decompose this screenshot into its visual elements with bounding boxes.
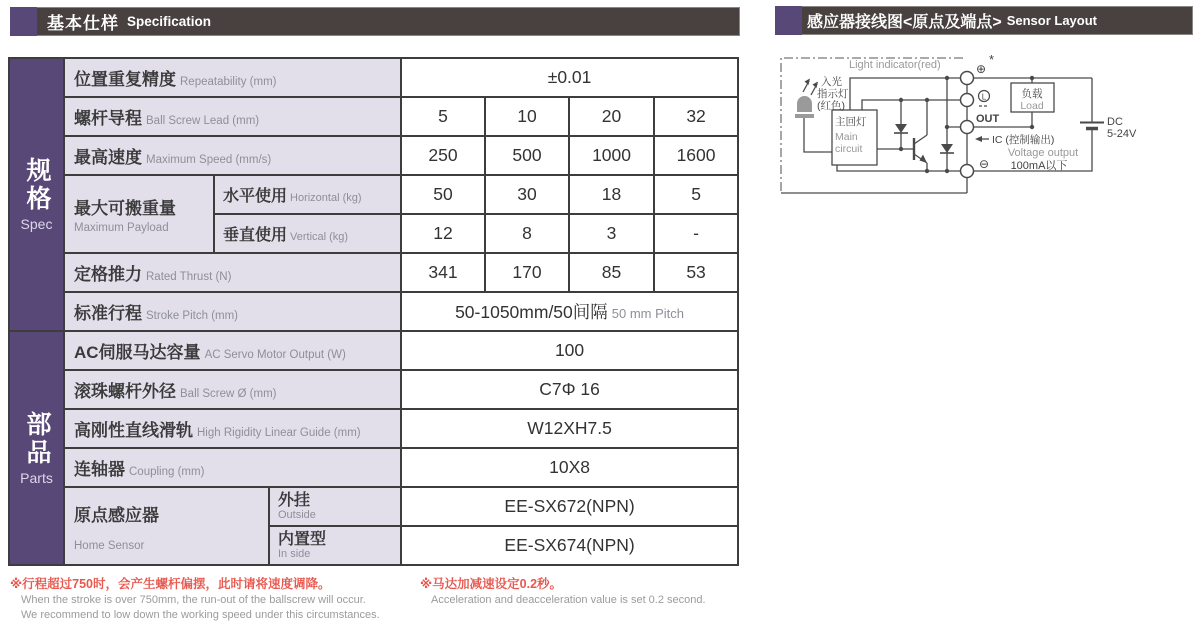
- footnote-acceleration-zh: ※马达加减速设定0.2秒。: [420, 577, 563, 591]
- row-repeatability: [9, 58, 738, 97]
- led-label-zh-3: (红色): [817, 100, 845, 112]
- value-vertical-4: -: [654, 214, 738, 253]
- footnote-acceleration: [420, 576, 720, 623]
- row-coupling: [9, 448, 738, 487]
- value-speed-2: 500: [485, 136, 569, 175]
- label-payload-horizontal: 水平使用 Horizontal (kg): [214, 175, 401, 214]
- footnote-stroke-warning-en-1: When the stroke is over 750mm, the run-out of the ballscrew will occur.: [21, 593, 366, 606]
- voltage-output-label: Voltage output: [1007, 147, 1079, 159]
- value-vertical-1: 12: [401, 214, 485, 253]
- label-repeatability: 位置重复精度 Repeatability (mm): [64, 58, 401, 97]
- terminal-minus-circle: [961, 165, 974, 178]
- load-label-en: Load: [1020, 100, 1044, 112]
- label-servo-motor: AC伺服马达容量 AC Servo Motor Output (W): [64, 331, 401, 370]
- light-indicator-label: Light indicator(red): [849, 59, 941, 71]
- label-home-sensor: 原点感应器 Home Sensor: [64, 487, 269, 565]
- sensor-wiring-diagram: [777, 52, 1197, 204]
- ic-arrow-head: [975, 136, 982, 142]
- row-servo-motor: [9, 331, 738, 370]
- led-icon: [795, 96, 814, 118]
- label-max-speed: 最高速度 Maximum Speed (mm/s): [64, 136, 401, 175]
- value-horizontal-1: 50: [401, 175, 485, 214]
- value-lead-1: 5: [401, 97, 485, 136]
- value-coupling: 10X8: [401, 448, 738, 487]
- value-repeatability: ±0.01: [401, 58, 738, 97]
- value-speed-3: 1000: [569, 136, 654, 175]
- wire-bottom: [837, 165, 960, 171]
- terminal-out-label: OUT: [976, 113, 1000, 125]
- footnotes: [10, 576, 730, 623]
- label-linear-guide: 高刚性直线滑轨 High Rigidity Linear Guide (mm): [64, 409, 401, 448]
- value-sensor-outside: EE-SX672(NPN): [401, 487, 738, 526]
- wire-top: [850, 78, 960, 110]
- label-payload-vertical: 垂直使用 Vertical (kg): [214, 214, 401, 253]
- main-circuit-label-en-1: Main: [835, 131, 858, 143]
- terminal-out-circle: [961, 121, 974, 134]
- header-sensor-layout-title-en: Sensor Layout: [1006, 13, 1097, 28]
- header-accent-square: [10, 7, 37, 36]
- label-sensor-outside: 外挂 Outside: [269, 487, 401, 526]
- label-rated-thrust: 定格推力 Rated Thrust (N): [64, 253, 401, 292]
- terminal-plus-symbol: ⊕: [976, 62, 987, 76]
- footnote-stroke-warning-zh: ※行程超过750时，会产生螺杆偏摆，此时请将速度调降。: [10, 577, 331, 591]
- row-home-sensor-outside: [9, 487, 738, 526]
- sidebar-spec-label-zh: 规格: [23, 157, 51, 213]
- sidebar-parts-label-en: Parts: [20, 469, 53, 486]
- wire-led: [804, 118, 832, 152]
- footnote-stroke-warning: [10, 576, 420, 623]
- row-linear-guide: [9, 409, 738, 448]
- header-specification-title-zh: 基本仕样: [47, 14, 119, 33]
- row-max-speed: [9, 136, 738, 175]
- value-thrust-3: 85: [569, 253, 654, 292]
- main-circuit-label-en-2: circuit: [835, 143, 863, 155]
- header-sensor-layout-bar: [802, 6, 1193, 35]
- value-thrust-4: 53: [654, 253, 738, 292]
- header-accent-square: [775, 6, 802, 35]
- led-label-zh-1: 入光: [821, 76, 842, 88]
- led-label-zh-2: 指示灯: [817, 88, 849, 100]
- value-linear-guide: W12XH7.5: [401, 409, 738, 448]
- value-ball-screw-dia: C7Φ 16: [401, 370, 738, 409]
- row-payload-horizontal: [9, 175, 738, 214]
- sidebar-spec-label-en: Spec: [20, 216, 53, 232]
- label-ball-screw-lead: 螺杆导程 Ball Screw Lead (mm): [64, 97, 401, 136]
- value-servo-motor: 100: [401, 331, 738, 370]
- value-horizontal-3: 18: [569, 175, 654, 214]
- specification-table: [8, 57, 739, 566]
- label-max-payload: 最大可搬重量 Maximum Payload: [64, 175, 214, 253]
- value-speed-4: 1600: [654, 136, 738, 175]
- value-vertical-2: 8: [485, 214, 569, 253]
- header-specification-bar: [37, 7, 740, 36]
- row-ball-screw-lead: [9, 97, 738, 136]
- value-horizontal-4: 5: [654, 175, 738, 214]
- header-specification: [10, 7, 740, 36]
- transistor-emitter-arrow: [920, 155, 928, 164]
- terminal-l-circle: [961, 94, 974, 107]
- value-lead-4: 32: [654, 97, 738, 136]
- value-stroke: 50-1050mm/50间隔 50 mm Pitch: [401, 292, 738, 331]
- terminal-minus-symbol: ⊖: [979, 157, 990, 171]
- value-speed-1: 250: [401, 136, 485, 175]
- zener-diode-icon: [895, 124, 907, 133]
- value-thrust-1: 341: [401, 253, 485, 292]
- dc-label-2: 5-24V: [1107, 128, 1137, 140]
- row-rated-thrust: [9, 253, 738, 292]
- wire-branches: [901, 78, 960, 171]
- current-limit-label: 100mA以下: [1010, 160, 1068, 172]
- value-vertical-3: 3: [569, 214, 654, 253]
- label-ball-screw-dia: 滚珠螺杆外径 Ball Screw Ø (mm): [64, 370, 401, 409]
- clamp-diode-icon: [941, 144, 953, 153]
- terminal-plus-circle: [961, 72, 974, 85]
- label-coupling: 连轴器 Coupling (mm): [64, 448, 401, 487]
- row-ball-screw-dia: [9, 370, 738, 409]
- label-sensor-inside: 内置型 In side: [269, 526, 401, 565]
- wire-l: [862, 100, 960, 110]
- value-horizontal-2: 30: [485, 175, 569, 214]
- sidebar-parts: [9, 331, 64, 565]
- footnote-acceleration-en: Acceleration and deacceleration value is set 0.2 second.: [431, 593, 706, 606]
- value-lead-3: 20: [569, 97, 654, 136]
- terminal-plus-asterisk: *: [989, 52, 995, 67]
- sidebar-parts-label-zh: 部品: [23, 410, 51, 467]
- ic-label: IC (控制输出): [992, 134, 1055, 146]
- sidebar-spec: [9, 58, 64, 331]
- terminal-l-symbol: L: [981, 92, 987, 102]
- value-lead-2: 10: [485, 97, 569, 136]
- dc-label-1: DC: [1107, 116, 1123, 128]
- value-sensor-inside: EE-SX674(NPN): [401, 526, 738, 565]
- main-circuit-label-zh: 主回灯: [835, 116, 867, 128]
- header-sensor-layout-title-zh: 感应器接线图<原点及端点>: [807, 14, 1002, 31]
- header-sensor-layout: [775, 6, 1193, 35]
- row-stroke: [9, 292, 738, 331]
- value-thrust-2: 170: [485, 253, 569, 292]
- footnote-stroke-warning-en-2: We recommend to low down the working speed under this circumstances.: [21, 608, 380, 621]
- header-specification-title-en: Specification: [127, 14, 212, 29]
- label-stroke: 标准行程 Stroke Pitch (mm): [64, 292, 401, 331]
- load-label-zh: 负载: [1021, 88, 1043, 100]
